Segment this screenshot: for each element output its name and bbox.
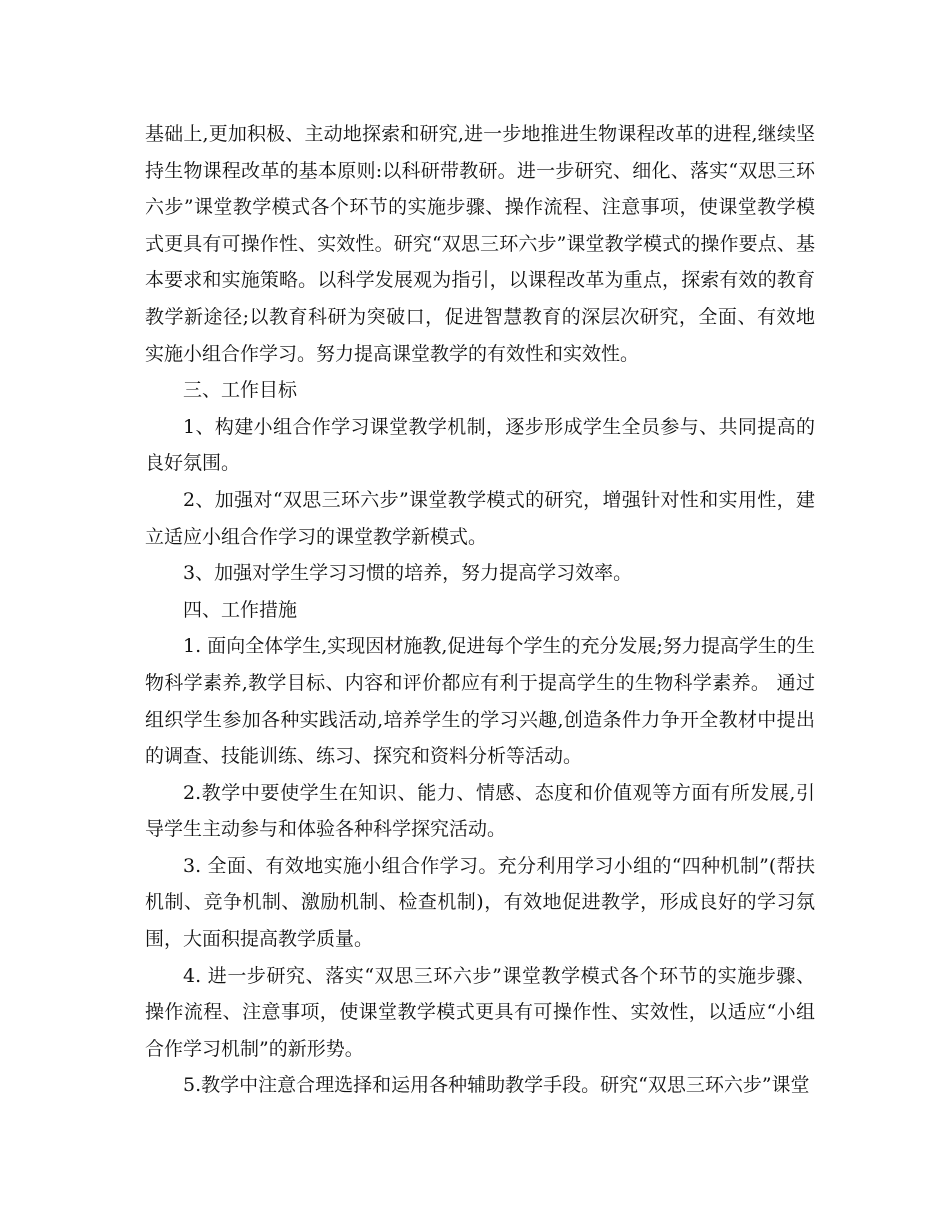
section-heading-work-measures: 四、工作措施: [183, 598, 298, 621]
measure-item-1: 1. 面向全体学生,实现因材施教,促进每个学生的充分发展;努力提高学生的生物科学素养,教学目标、内容和评价都应有利于提高学生的生物科学素养。 通过组织学生参加各种实践活动,培养学生的学习兴趣,创造条件力争开全教材中提出的调查、技能训练、练习、探究和资料分析等活动。: [145, 635, 815, 768]
goal-item-2: 2、加强对“双思三环六步”课堂教学模式的研究，增强针对性和实用性，建立适应小组合作学习的课堂教学新模式。: [145, 488, 815, 548]
measure-item-3: 3. 全面、有效地实施小组合作学习。充分利用学习小组的“四种机制”(帮扶机制、竞争机制、激励机制、检查机制)，有效地促进教学，形成良好的学习氛围，大面积提高教学质量。: [145, 854, 815, 951]
measure-item-2: 2.教学中要使学生在知识、能力、情感、态度和价值观等方面有所发展,引导学生主动参与和体验各种科学探究活动。: [145, 781, 815, 841]
section-heading-work-goals: 三、工作目标: [183, 379, 298, 402]
goal-item-1: 1、构建小组合作学习课堂教学机制，逐步形成学生全员参与、共同提高的良好氛围。: [145, 415, 815, 475]
measure-item-4: 4. 进一步研究、落实“双思三环六步”课堂教学模式各个环节的实施步骤、操作流程、注意事项，使课堂教学模式更具有可操作性、实效性，以适应“小组合作学习机制”的新形势。: [145, 964, 815, 1060]
goal-item-3: 3、加强对学生学习习惯的培养，努力提高学习效率。: [183, 562, 633, 585]
body-paragraph: 基础上,更加积极、主动地探索和研究,进一步地推进生物课程改革的进程,继续坚持生物课程改革的基本原则:以科研带教研。进一步研究、细化、落实“双思三环六步”课堂教学模式各个环节的实施步骤、操作流程、注意事项，使课堂教学模式更具有可操作性、实效性。研究“双思三环六步”课堂教学模式的操作要点、基本要求和实施策略。以科学发展观为指引，以课程改革为重点，探索有效的教育教学新途径;以教育科研为突破口，促进智慧教育的深层次研究，全面、有效地实施小组合作学习。努力提高课堂教学的有效性和实效性。: [145, 123, 815, 365]
document-page: [145, 116, 815, 1104]
measure-item-5: 5.教学中注意合理选择和运用各种辅助教学手段。研究“双思三环六步”课堂: [183, 1074, 810, 1097]
